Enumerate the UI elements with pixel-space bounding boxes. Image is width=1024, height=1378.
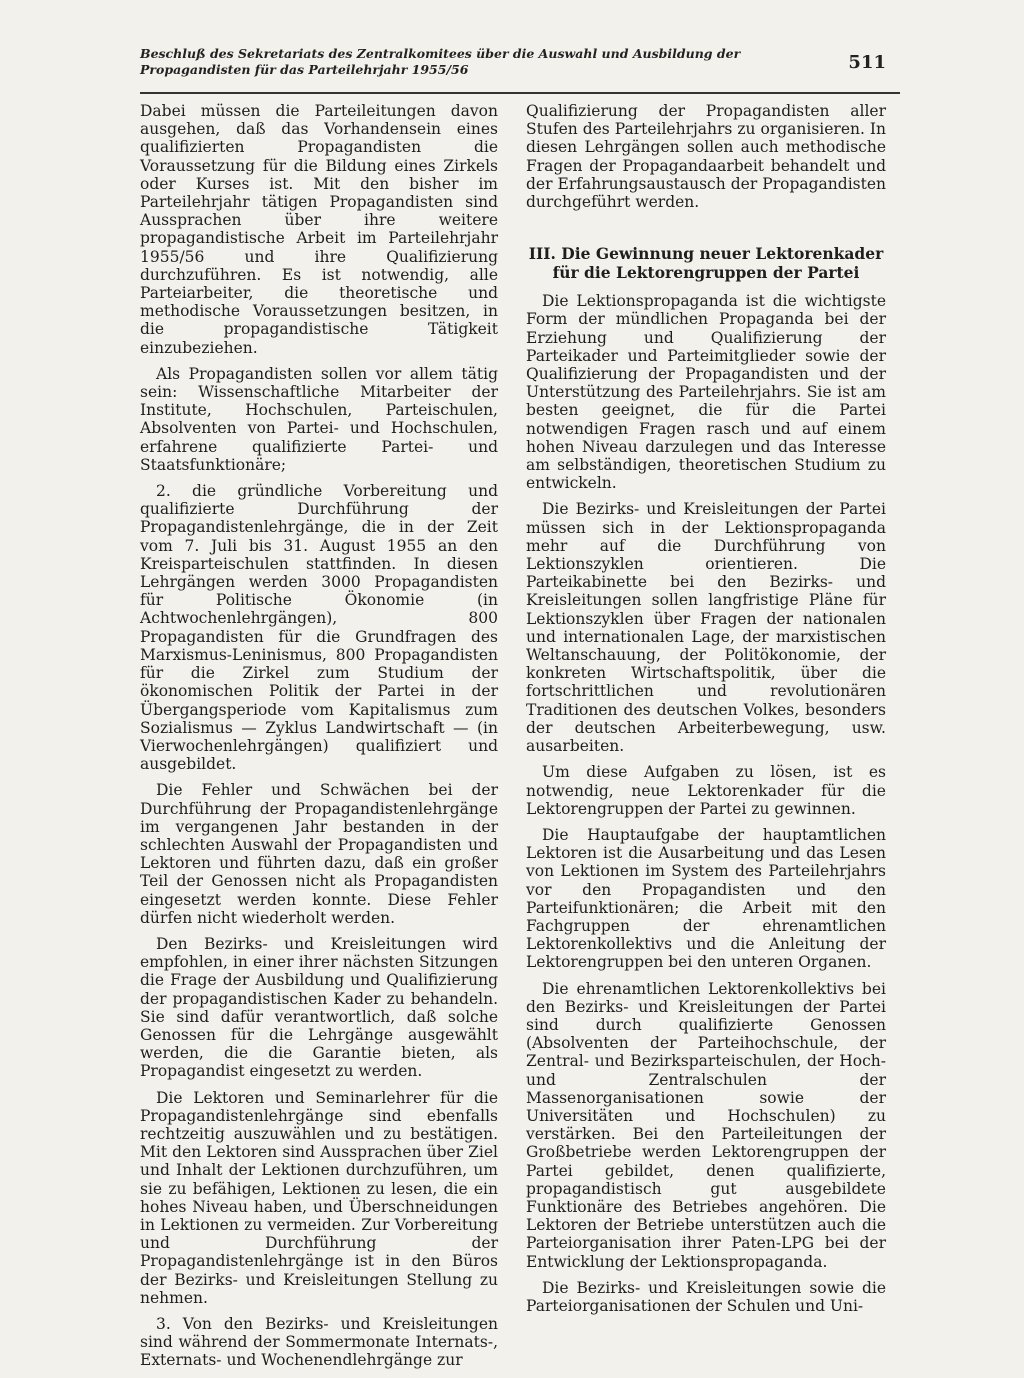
running-header xyxy=(140,42,900,94)
left-column xyxy=(140,102,498,1378)
paragraph: Die Hauptaufgabe der hauptamtlichen Lektoren ist die Ausarbeitung und das Lesen von Lektionen im System des Parteilehrjahrs vor den Propagandisten und den Parteifunktionären; die Arbeit mit den Fachgruppen der ehrenamtlichen Lektorenkollektivs und die Anleitung der Lektorengruppen bei den unteren Organen. xyxy=(526,825,886,972)
paragraph: Den Bezirks- und Kreisleitungen wird empfohlen, in einer ihrer nächsten Sitzungen die Frage der Ausbildung und Qualifizierung der propagandistischen Kader zu behandeln. Sie sind dafür verantwortlich, daß solche Genossen für die Lehrgänge ausgewählt werden, die die Garantie bieten, als Propagandist eingesetzt zu werden. xyxy=(140,934,498,1081)
paragraph: Dabei müssen die Parteileitungen davon ausgehen, daß das Vorhandensein eines qualifizierten Propagandisten die Voraussetzung für die Bildung eines Zirkels oder Kurses ist. Mit den bisher im Parteilehrjahr tätigen Propagandisten sind Aussprachen über ihre weitere propagandistische Arbeit im Parteilehrjahr 1955/56 und ihre Qualifizierung durchzuführen. Es ist notwendig, alle Parteiarbeiter, die theoretische und methodische Voraussetzungen besitzen, in die propagandistische Tätigkeit einzubeziehen. xyxy=(140,102,498,357)
paragraph: Qualifizierung der Propagandisten aller Stufen des Parteilehrjahrs zu organisieren. In diesen Lehrgängen sollen auch methodische Fragen der Propagandaarbeit behandelt und der Erfahrungsaustausch der Propagandisten durchgeführt werden. xyxy=(526,102,886,212)
paragraph: Die Bezirks- und Kreisleitungen sowie die Parteiorganisationen der Schulen und Uni- xyxy=(526,1278,886,1315)
page-number: 511 xyxy=(848,52,886,73)
header-title-line-2: Propagandisten für das Parteilehrjahr 1955/56 xyxy=(140,62,469,77)
header-title xyxy=(140,46,780,78)
paragraph: Als Propagandisten sollen vor allem tätig sein: Wissenschaftliche Mitarbeiter der Institute, Hochschulen, Parteischulen, Absolventen von Partei- und Hochschulen, erfahrene qualifizierte Partei- und Staatsfunktionäre; xyxy=(140,364,498,474)
paragraph: 3. Von den Bezirks- und Kreisleitungen sind während der Sommermonate Internats-, Externats- und Wochenendlehrgänge zur xyxy=(140,1315,498,1370)
header-title-line-1: Beschluß des Sekretariats des Zentralkomitees über die Auswahl und Ausbildung der xyxy=(140,46,741,61)
paragraph: Die Lektionspropaganda ist die wichtigste Form der mündlichen Propaganda bei der Erziehung und Qualifizierung der Parteikader und Parteimitglieder sowie der Qualifizierung der Propagandisten und der Unterstützung des Parteilehrjahrs. Sie ist am besten geeignet, die für die Partei notwendigen Fragen rasch und auf einem hohen Niveau darzulegen und das Interesse am selbständigen, theoretischen Studium zu entwickeln. xyxy=(526,292,886,493)
section-heading: III. Die Gewinnung neuer Lektorenkader für die Lektorengruppen der Partei xyxy=(528,244,884,282)
right-column xyxy=(526,102,886,1323)
paragraph: Um diese Aufgaben zu lösen, ist es notwendig, neue Lektorenkader für die Lektorengruppen der Partei zu gewinnen. xyxy=(526,763,886,818)
paragraph: Die Bezirks- und Kreisleitungen der Partei müssen sich in der Lektionspropaganda mehr auf die Durchführung von Lektionszyklen orientieren. Die Parteikabinette bei den Bezirks- und Kreisleitungen sollen langfristige Pläne für Lektionszyklen über Fragen der nationalen und internationalen Lage, der marxistischen Weltanschauung, der Politökonomie, der konkreten Wirtschaftspolitik, über die fortschrittlichen und revolutionären Traditionen des deutschen Volkes, besonders der deutschen Arbeiterbewegung, usw. ausarbeiten. xyxy=(526,500,886,756)
paragraph: 2. die gründliche Vorbereitung und qualifizierte Durchführung der Propagandistenlehrgänge, die in der Zeit vom 7. Juli bis 31. August 1955 an den Kreisparteischulen stattfinden. In diesen Lehrgängen werden 3000 Propagandisten für Politische Ökonomie (in Achtwochenlehrgängen), 800 Propagandisten für die Grundfragen des Marxismus-Leninismus, 800 Propagandisten für die Zirkel zum Studium der ökonomischen Politik der Partei in der Übergangsperiode vom Kapitalismus zum Sozialismus — Zyklus Landwirtschaft — (in Vierwochenlehrgängen) qualifiziert und ausgebildet. xyxy=(140,482,498,774)
paragraph: Die ehrenamtlichen Lektorenkollektivs bei den Bezirks- und Kreisleitungen der Partei sind durch qualifizierte Genossen (Absolventen der Parteihochschule, der Zentral- und Bezirksparteischulen, der Hoch- und Zentralschulen der Massenorganisationen sowie der Universitäten und Hochschulen) zu verstärken. Bei den Parteileitungen der Großbetriebe werden Lektorengruppen der Partei gebildet, denen qualifizierte, propagandistisch gut ausgebildete Funktionäre des Betriebes angehören. Die Lektoren der Betriebe unterstützen auch die Parteiorganisation ihrer Paten-LPG bei der Entwicklung der Lektionspropaganda. xyxy=(526,979,886,1271)
paragraph: Die Lektoren und Seminarlehrer für die Propagandistenlehrgänge sind ebenfalls rechtzeitig auszuwählen und zu bestätigen. Mit den Lektoren sind Aussprachen über Ziel und Inhalt der Lektionen durchzuführen, um sie zu befähigen, Lektionen zu lesen, die ein hohes Niveau haben, und Überschneidungen in Lektionen zu vermeiden. Zur Vorbereitung und Durchführung der Propagandistenlehrgänge ist in den Büros der Bezirks- und Kreisleitungen Stellung zu nehmen. xyxy=(140,1088,498,1307)
paragraph: Die Fehler und Schwächen bei der Durchführung der Propagandistenlehrgänge im vergangenen Jahr bestanden in der schlechten Auswahl der Propagandisten und Lektoren und führten dazu, daß ein großer Teil der Genossen nicht als Propagandisten eingesetzt werden konnte. Diese Fehler dürfen nicht wiederholt werden. xyxy=(140,781,498,927)
